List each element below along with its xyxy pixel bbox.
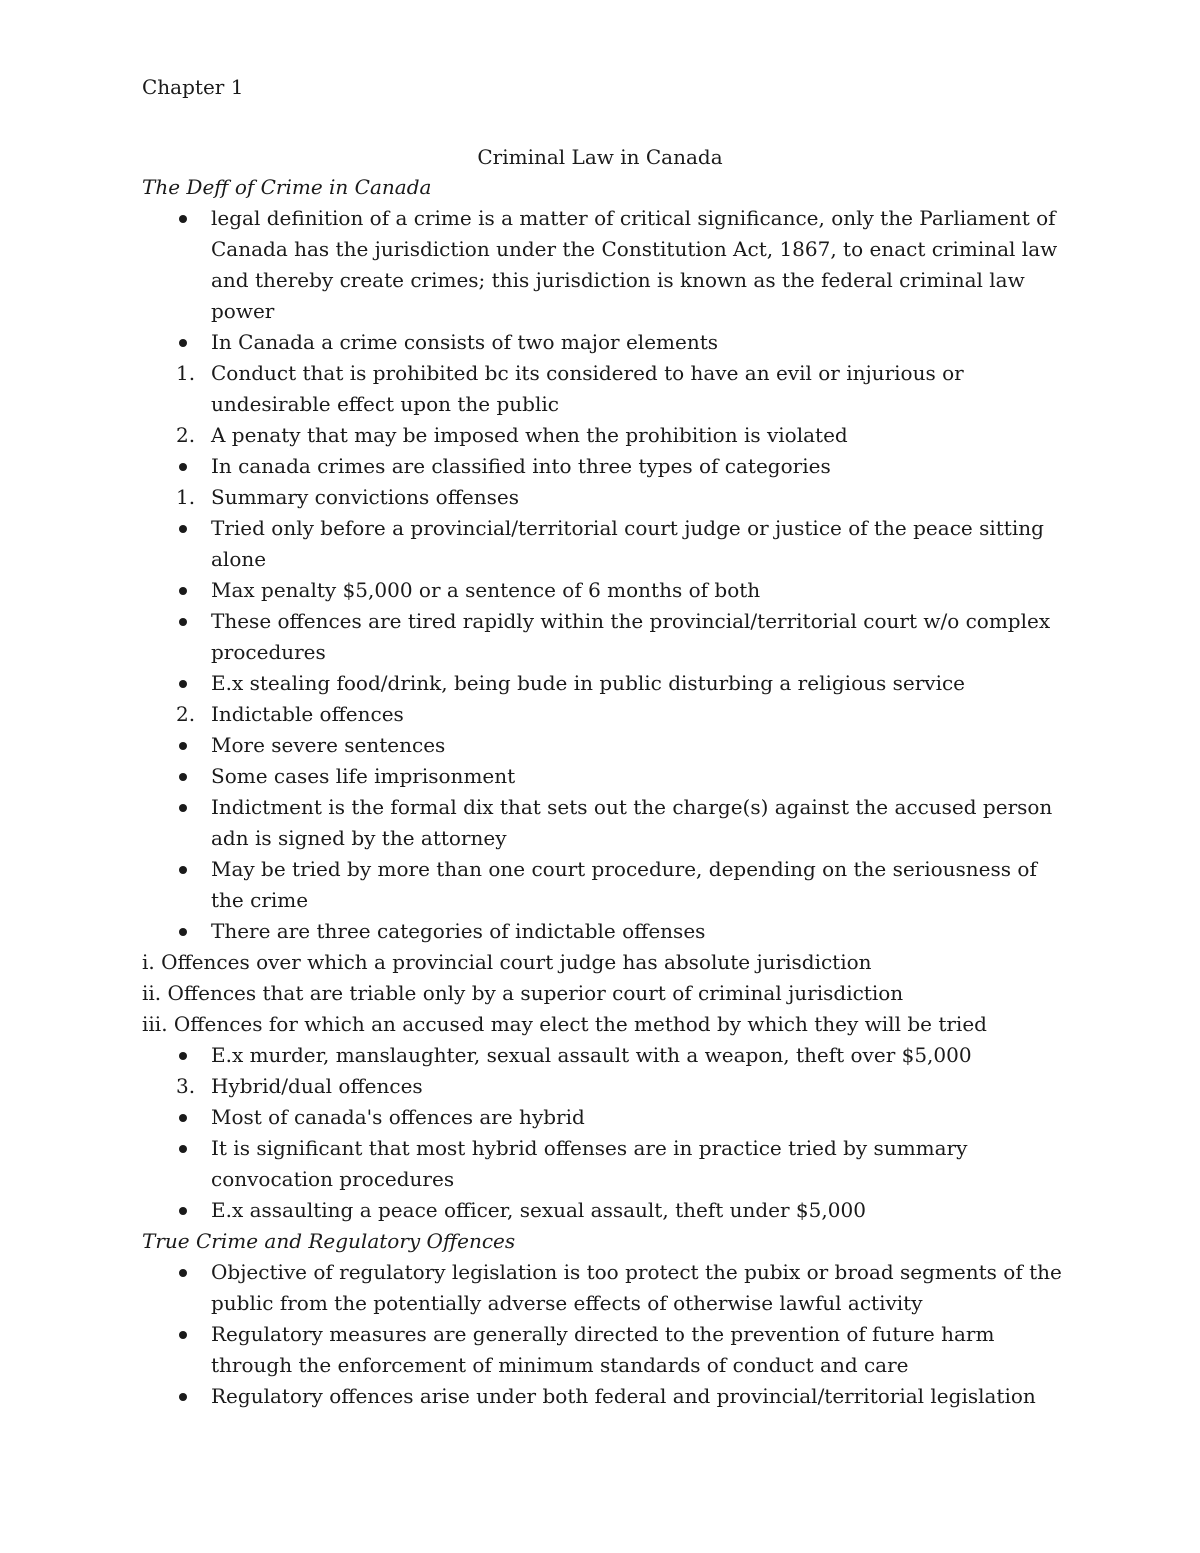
numbered-list-item: [142, 699, 1062, 730]
bullet-dot-icon: [179, 680, 187, 688]
list-item-text: Indictment is the formal dix that sets out the charge(s) against the accused person adn is signed by the attorney: [211, 795, 1053, 850]
list-item-text: E.x stealing food/drink, being bude in public disturbing a religious service: [211, 671, 966, 695]
bullet-list-item: [142, 1195, 1062, 1226]
list-item-text: legal definition of a crime is a matter of critical significance, only the Parliament of Canada has the jurisdiction under the Constitution Act, 1867, to enact criminal law and thereby create crimes; this jurisdiction is known as the federal criminal law power: [211, 206, 1058, 323]
bullet-list-item: [142, 1102, 1062, 1133]
bullet-list-item: [142, 916, 1062, 947]
bullet-list-item: [142, 792, 1062, 854]
bullet-list-item: [142, 1319, 1062, 1381]
list-item-text: Most of canada's offences are hybrid: [211, 1105, 585, 1129]
bullet-list-item: [142, 1381, 1062, 1412]
bullet-dot-icon: [179, 928, 187, 936]
bullet-dot-icon: [179, 1114, 187, 1122]
list-item-text: May be tried by more than one court procedure, depending on the seriousness of the crime: [211, 857, 1037, 912]
bullet-list-item: [142, 668, 1062, 699]
bullet-dot-icon: [179, 804, 187, 812]
bullet-list-item: [142, 203, 1062, 327]
list-item-text: Regulatory measures are generally directed to the prevention of future harm through the enforcement of minimum standards of conduct and care: [211, 1322, 995, 1377]
bullet-dot-icon: [179, 866, 187, 874]
document-body: [142, 172, 1062, 1412]
list-item-text: More severe sentences: [211, 733, 446, 757]
list-item-text: There are three categories of indictable offenses: [211, 919, 706, 943]
list-item-text: In Canada a crime consists of two major elements: [211, 330, 719, 354]
list-number: 2.: [176, 423, 196, 447]
list-item-text: Regulatory offences arise under both federal and provincial/territorial legislation: [211, 1384, 1036, 1408]
list-item-text: Conduct that is prohibited bc its considered to have an evil or injurious or undesirable effect upon the public: [211, 361, 964, 416]
bullet-dot-icon: [179, 215, 187, 223]
list-item-text: Objective of regulatory legislation is too protect the pubix or broad segments of the public from the potentially adverse effects of otherwise lawful activity: [211, 1260, 1062, 1315]
bullet-list-item: [142, 854, 1062, 916]
numbered-list-item: [142, 420, 1062, 451]
bullet-list-item: [142, 730, 1062, 761]
list-item-text: In canada crimes are classified into three types of categories: [211, 454, 831, 478]
bullet-dot-icon: [179, 525, 187, 533]
list-item-text: Max penalty $5,000 or a sentence of 6 months of both: [211, 578, 761, 602]
list-number: 1.: [176, 485, 196, 509]
list-item-text: Hybrid/dual offences: [211, 1074, 423, 1098]
bullet-dot-icon: [179, 1269, 187, 1277]
chapter-label: Chapter 1: [142, 75, 244, 99]
numbered-list-item: [142, 482, 1062, 513]
section-heading: True Crime and Regulatory Offences: [142, 1229, 516, 1253]
numbered-list-item: [142, 358, 1062, 420]
bullet-dot-icon: [179, 463, 187, 471]
list-item-text: Tried only before a provincial/territorial court judge or justice of the peace sitting alone: [211, 516, 1044, 571]
bullet-dot-icon: [179, 339, 187, 347]
bullet-dot-icon: [179, 773, 187, 781]
bullet-list-item: [142, 451, 1062, 482]
list-item-text: Indictable offences: [211, 702, 404, 726]
list-number: 2.: [176, 702, 196, 726]
roman-list-item: iii. Offences for which an accused may elect the method by which they will be tried: [142, 1012, 987, 1036]
list-item-text: These offences are tired rapidly within the provincial/territorial court w/o complex procedures: [211, 609, 1051, 664]
roman-list-item: i. Offences over which a provincial court judge has absolute jurisdiction: [142, 950, 872, 974]
section-heading: The Deff of Crime in Canada: [142, 175, 432, 199]
bullet-list-item: [142, 1133, 1062, 1195]
bullet-dot-icon: [179, 1393, 187, 1401]
bullet-list-item: [142, 327, 1062, 358]
list-item-text: E.x murder, manslaughter, sexual assault with a weapon, theft over $5,000: [211, 1043, 972, 1067]
list-item-text: E.x assaulting a peace officer, sexual assault, theft under $5,000: [211, 1198, 866, 1222]
bullet-list-item: [142, 513, 1062, 575]
document-title: Criminal Law in Canada: [477, 145, 723, 169]
list-number: 3.: [176, 1074, 196, 1098]
bullet-list-item: [142, 1040, 1062, 1071]
numbered-list-item: [142, 1071, 1062, 1102]
bullet-list-item: [142, 575, 1062, 606]
bullet-list-item: [142, 606, 1062, 668]
bullet-list-item: [142, 761, 1062, 792]
bullet-dot-icon: [179, 742, 187, 750]
bullet-dot-icon: [179, 1052, 187, 1060]
bullet-dot-icon: [179, 1145, 187, 1153]
bullet-list-item: [142, 1257, 1062, 1319]
list-item-text: Some cases life imprisonment: [211, 764, 516, 788]
bullet-dot-icon: [179, 618, 187, 626]
bullet-dot-icon: [179, 1207, 187, 1215]
roman-list-item: ii. Offences that are triable only by a superior court of criminal jurisdiction: [142, 981, 904, 1005]
list-item-text: Summary convictions offenses: [211, 485, 519, 509]
bullet-dot-icon: [179, 1331, 187, 1339]
list-item-text: A penaty that may be imposed when the prohibition is violated: [211, 423, 848, 447]
list-number: 1.: [176, 361, 196, 385]
bullet-dot-icon: [179, 587, 187, 595]
list-item-text: It is significant that most hybrid offenses are in practice tried by summary convocation procedures: [211, 1136, 968, 1191]
